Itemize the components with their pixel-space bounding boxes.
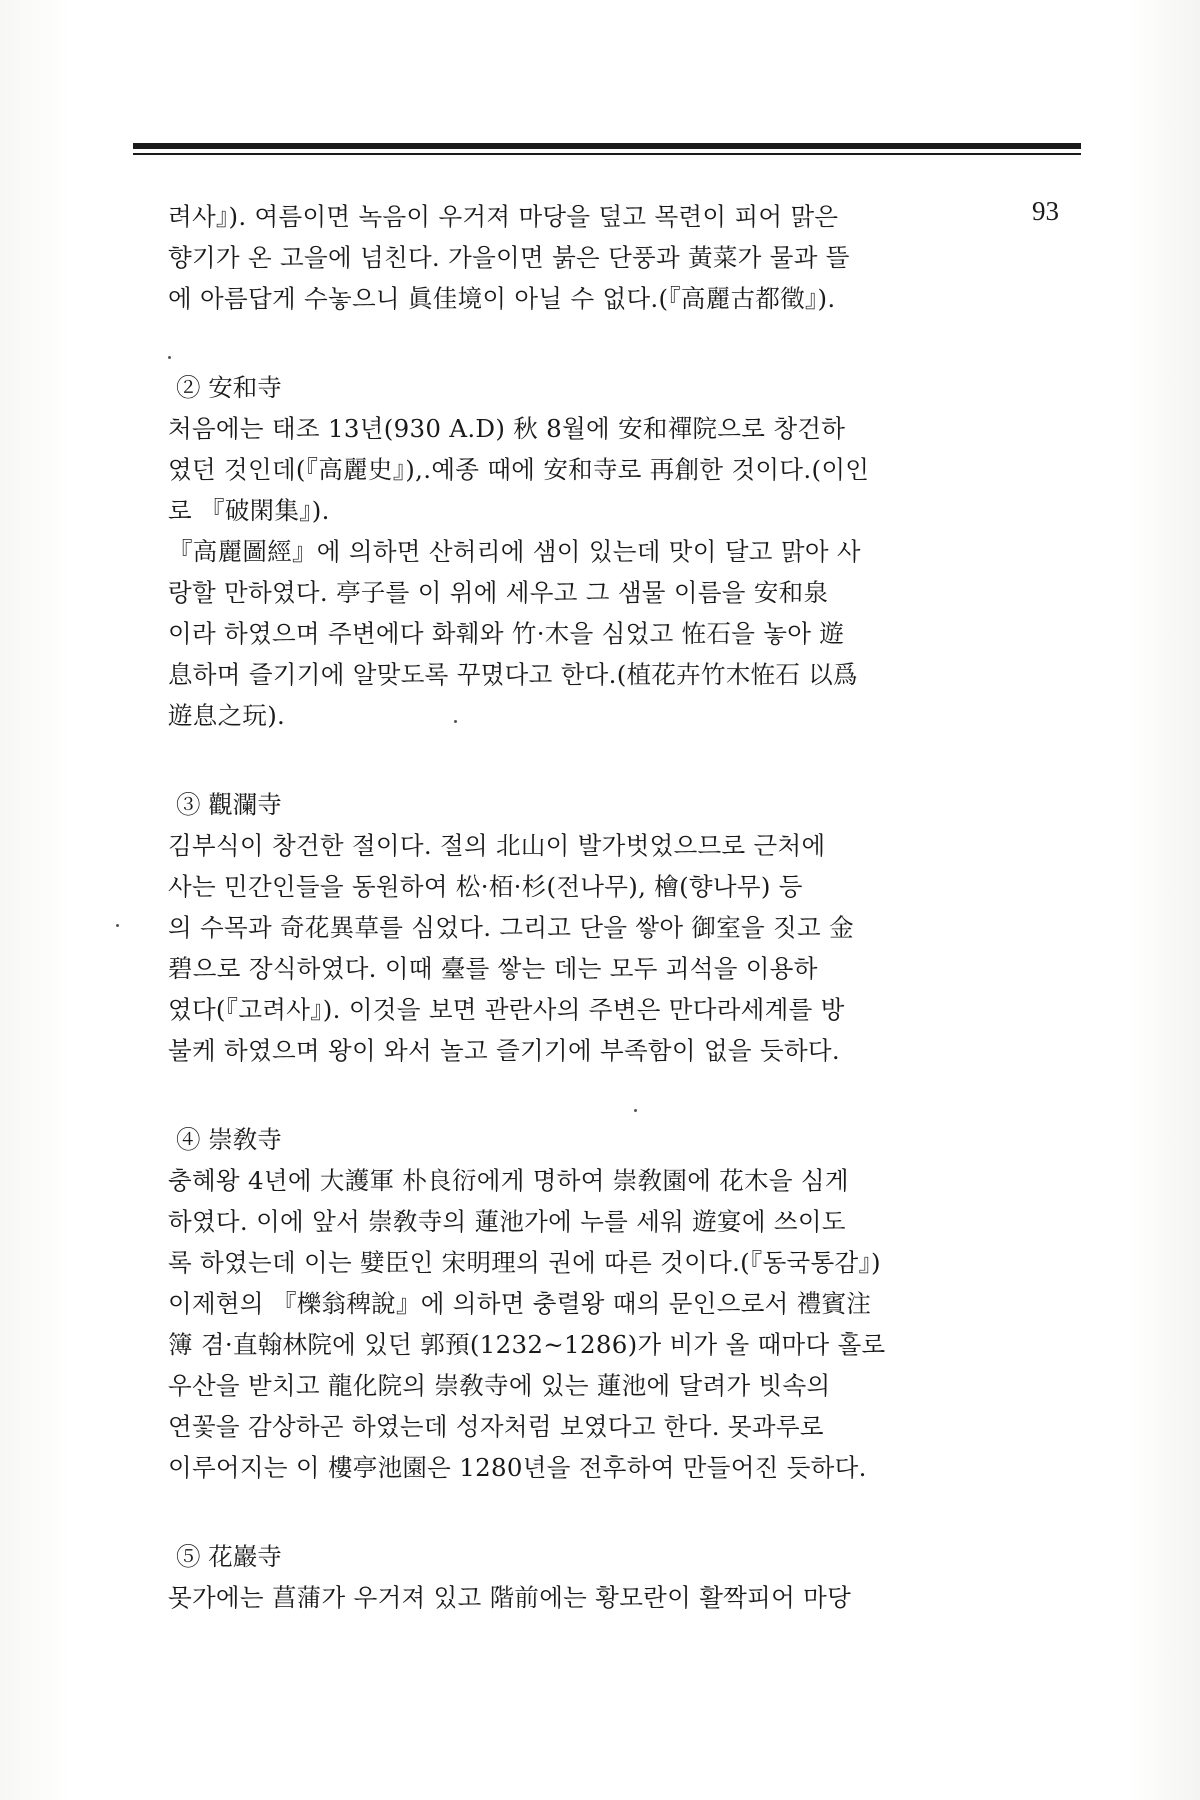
section-heading: ③ 觀瀾寺 — [176, 790, 282, 819]
text-line: 이제현의 『櫟翁稗說』에 의하면 충렬왕 때의 문인으로서 禮賓注 — [168, 1289, 872, 1318]
text-line: 이루어지는 이 樓亭池園은 1280년을 전후하여 만들어진 듯하다. — [168, 1453, 867, 1482]
intro-paragraph — [168, 196, 928, 319]
text-line: 碧으로 장식하였다. 이때 臺를 쌓는 데는 모두 괴석을 이용하 — [168, 954, 818, 983]
text-line: 김부식이 창건한 절이다. 절의 北山이 발가벗었으므로 근처에 — [168, 831, 826, 860]
text-line: 이라 하였으며 주변에다 화훼와 竹·木을 심었고 恠石을 놓아 遊 — [168, 619, 845, 648]
section-sunggyosa — [168, 1119, 928, 1488]
text-line: 못가에는 菖蒲가 우거져 있고 階前에는 황모란이 활짝피어 마당 — [168, 1583, 852, 1612]
text-line: 息하며 즐기기에 알맞도록 꾸몄다고 한다.(植花卉竹木恠石 以爲 — [168, 660, 858, 689]
text-line: 하였다. 이에 앞서 崇敎寺의 蓮池가에 누를 세워 遊宴에 쓰이도 — [168, 1207, 846, 1236]
text-line: 불케 하였으며 왕이 와서 놀고 즐기기에 부족함이 없을 듯하다. — [168, 1036, 840, 1065]
text-line: 우산을 받치고 龍化院의 崇敎寺에 있는 蓮池에 달려가 빗속의 — [168, 1371, 831, 1400]
page-body — [168, 196, 928, 1618]
text-line: 충혜왕 4년에 大護軍 朴良衍에게 명하여 崇敎園에 花木을 심게 — [168, 1166, 849, 1195]
section-gwanransa — [168, 784, 928, 1071]
text-line: 연꽃을 감상하곤 하였는데 성자처럼 보였다고 한다. 못과루로 — [168, 1412, 824, 1441]
text-line: 려사』). 여름이면 녹음이 우거져 마당을 덮고 목련이 피어 맑은 — [168, 202, 839, 231]
text-line: 록 하였는데 이는 嬖臣인 宋明理의 권에 따른 것이다.(『동국통감』) — [168, 1248, 881, 1277]
section-hwaamsa — [168, 1536, 928, 1618]
section-gap — [168, 1071, 928, 1119]
scan-speck — [634, 1109, 637, 1112]
text-line: 의 수목과 奇花異草를 심었다. 그리고 단을 쌓아 御室을 짓고 金 — [168, 913, 854, 942]
text-line: 사는 민간인들을 동원하여 松·栢·杉(전나무), 檜(향나무) 등 — [168, 872, 803, 901]
section-heading: ② 安和寺 — [176, 373, 282, 402]
section-gap — [168, 736, 928, 784]
text-line: 처음에는 태조 13년(930 A.D) 秋 8월에 安和禪院으로 창건하 — [168, 414, 846, 443]
scan-speck — [168, 356, 171, 359]
text-line: 遊息之玩). — [168, 701, 286, 730]
text-line: 랑할 만하였다. 亭子를 이 위에 세우고 그 샘물 이름을 安和泉 — [168, 578, 829, 607]
scan-speck — [454, 720, 457, 723]
section-heading: ⑤ 花巖寺 — [176, 1542, 282, 1571]
text-line: 簿 겸·直翰林院에 있던 郭預(1232~1286)가 비가 올 때마다 홀로 — [168, 1330, 886, 1359]
text-line: 였다(『고려사』). 이것을 보면 관란사의 주변은 만다라세계를 방 — [168, 995, 845, 1024]
section-heading: ④ 崇敎寺 — [176, 1125, 282, 1154]
section-gap — [168, 319, 928, 367]
page-number: 93 — [1032, 196, 1059, 226]
section-gap — [168, 1488, 928, 1536]
text-line: 로 『破閑集』). — [168, 496, 330, 525]
text-line: 에 아름답게 수놓으니 眞佳境이 아닐 수 없다.(『高麗古都徵』). — [168, 284, 836, 313]
text-line: 였던 것인데(『高麗史』),.예종 때에 安和寺로 再創한 것이다.(이인 — [168, 455, 870, 484]
header-rule — [133, 143, 1081, 149]
header-rule-secondary — [133, 153, 1081, 155]
scan-speck — [116, 924, 119, 927]
text-line: 향기가 온 고을에 넘친다. 가을이면 붉은 단풍과 黃菜가 물과 뜰 — [168, 243, 850, 272]
text-line: 『高麗圖經』에 의하면 산허리에 샘이 있는데 맛이 달고 맑아 사 — [168, 537, 861, 566]
section-anhwasa — [168, 367, 928, 736]
